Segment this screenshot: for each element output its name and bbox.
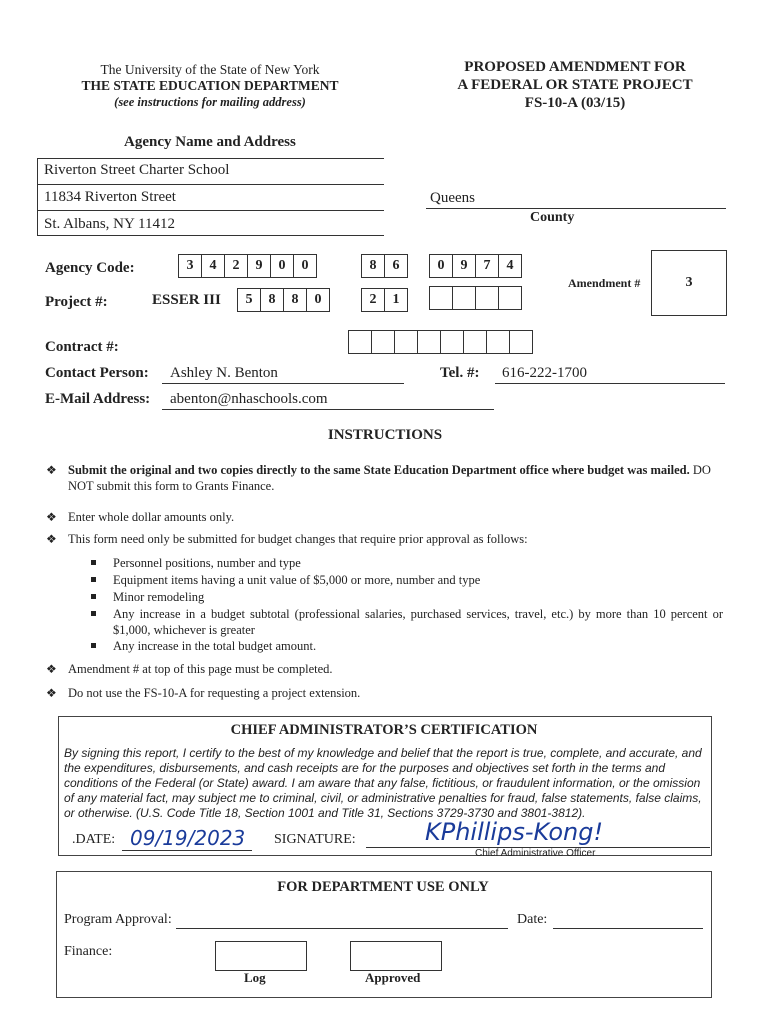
square-bullet-icon [91, 643, 96, 648]
email-underline [162, 409, 494, 410]
sub-item-2 [113, 572, 723, 588]
log-label: Log [244, 970, 266, 985]
instruction-2-text: Enter whole dollar amounts only. [68, 510, 235, 524]
instruction-4-text: Amendment # at top of this page must be completed. [68, 662, 333, 676]
square-bullet-icon [91, 560, 96, 565]
sub-item-4-text: Any increase in a budget subtotal (professional salaries, purchased services, travel, etc.) by more than 10 percent or $1,000, whichever is greater [113, 607, 723, 637]
signature-label: SIGNATURE: [274, 832, 356, 847]
instruction-5-text: Do not use the FS-10-A for requesting a project extension. [68, 686, 361, 700]
digit-box[interactable]: 0 [314, 292, 322, 307]
dept-date-field[interactable] [553, 928, 703, 929]
digit-box[interactable] [510, 331, 532, 353]
certification-title: CHIEF ADMINISTRATOR’S CERTIFICATION [230, 722, 538, 738]
digit-box[interactable]: 6 [392, 258, 400, 273]
signer-title: Chief Administrative Officer [475, 848, 596, 859]
sub-item-5-text: Any increase in the total budget amount. [113, 639, 317, 653]
university-name: The University of the State of New York [100, 62, 320, 77]
dept-date-label: Date: [517, 912, 548, 927]
form-id: FS-10-A (03/15) [524, 95, 626, 111]
tel-underline [495, 383, 725, 384]
contact-person-underline [162, 383, 404, 384]
amendment-number-field[interactable]: 3 [651, 250, 727, 316]
digit-box[interactable] [418, 331, 441, 353]
project-part-1 [237, 288, 330, 312]
date-field[interactable]: 09/19/2023 [130, 826, 246, 850]
finance-label: Finance: [64, 944, 113, 959]
agency-code-label: Agency Code: [45, 260, 135, 276]
project-prefix: ESSER III [152, 292, 221, 308]
contact-person-field[interactable]: Ashley N. Benton [170, 365, 278, 381]
instructions-title: INSTRUCTIONS [327, 427, 443, 443]
instruction-1 [46, 462, 728, 494]
digit-box[interactable]: 4 [506, 258, 514, 273]
divider [38, 235, 384, 236]
agency-code-part-1 [178, 254, 317, 278]
agency-section-label: Agency Name and Address [124, 134, 296, 150]
certification-text: By signing this report, I certify to the best of my knowledge and belief that the report is true, complete, and accurate, and the expenditures, disbursements, and cash receipts are for the purposes and objectives set forth in the terms and conditions of the Federal (or State) award. I am aware that any false, fictitious, or fraudulent information, or the omission of any material fact, may subject me to criminal, civil, or administrative penalties for fraud, false statements, false claims, or otherwise. (U.S. Code Title 18, Section 1001 and Title 31, Sections 3729-3730 and 3801-3812). [64, 746, 702, 820]
digit-box[interactable]: 0 [430, 255, 453, 277]
sub-item-4 [113, 606, 723, 638]
project-label: Project #: [45, 294, 108, 310]
diamond-bullet-icon: ❖ [46, 463, 57, 477]
digit-box[interactable] [499, 287, 521, 309]
form-title-line-1: PROPOSED AMENDMENT FOR [464, 59, 686, 75]
digit-box[interactable] [487, 331, 510, 353]
divider [38, 184, 384, 185]
diamond-bullet-icon: ❖ [46, 532, 57, 546]
instruction-4 [46, 661, 728, 677]
agency-code-part-2 [361, 254, 408, 278]
log-box[interactable] [215, 941, 307, 971]
program-approval-field[interactable] [176, 928, 508, 929]
agency-name-field[interactable]: Riverton Street Charter School [44, 162, 230, 178]
digit-box[interactable]: 3 [179, 255, 202, 277]
department-name: THE STATE EDUCATION DEPARTMENT [81, 78, 339, 93]
digit-box[interactable] [395, 331, 418, 353]
digit-box[interactable] [441, 331, 464, 353]
sub-item-1-text: Personnel positions, number and type [113, 556, 301, 570]
digit-box[interactable]: 9 [248, 255, 271, 277]
instruction-1-note: DO NOT submit this form to Grants Finance. [68, 463, 711, 493]
program-approval-label: Program Approval: [64, 912, 172, 927]
diamond-bullet-icon: ❖ [46, 662, 57, 676]
instruction-3 [46, 531, 728, 547]
agency-city-field[interactable]: St. Albans, NY 11412 [44, 216, 175, 232]
email-field[interactable]: abenton@nhaschools.com [170, 391, 328, 407]
square-bullet-icon [91, 594, 96, 599]
agency-address-box [37, 158, 384, 236]
divider [38, 158, 384, 159]
sub-item-5 [113, 638, 723, 654]
issuer-block [40, 62, 380, 110]
digit-box[interactable]: 5 [238, 289, 261, 311]
instruction-5 [46, 685, 728, 701]
agency-code-part-3 [429, 254, 522, 278]
sub-item-3-text: Minor remodeling [113, 590, 205, 604]
email-label: E-Mail Address: [45, 391, 151, 407]
digit-box[interactable]: 8 [362, 255, 385, 277]
county-label: County [530, 210, 575, 225]
digit-box[interactable] [430, 287, 453, 309]
digit-box[interactable]: 9 [453, 255, 476, 277]
digit-box[interactable]: 7 [476, 255, 499, 277]
digit-box[interactable]: 8 [261, 289, 284, 311]
instruction-2 [46, 509, 728, 525]
diamond-bullet-icon: ❖ [46, 686, 57, 700]
sub-item-1 [113, 555, 723, 571]
digit-box[interactable] [453, 287, 476, 309]
square-bullet-icon [91, 611, 96, 616]
digit-box[interactable]: 0 [301, 258, 309, 273]
digit-box[interactable]: 4 [202, 255, 225, 277]
county-field[interactable]: Queens [430, 190, 475, 206]
department-use-title: FOR DEPARTMENT USE ONLY [277, 879, 489, 895]
contract-number-boxes [348, 330, 533, 354]
contract-label: Contract #: [45, 339, 119, 355]
digit-box[interactable] [372, 331, 395, 353]
project-part-2 [361, 288, 408, 312]
contact-person-label: Contact Person: [45, 365, 149, 381]
digit-box[interactable] [476, 287, 499, 309]
mailing-note: (see instructions for mailing address) [114, 95, 306, 109]
digit-box[interactable]: 1 [392, 292, 400, 307]
instruction-1-text: Submit the original and two copies directly to the same State Education Department office where budget was mailed. [68, 463, 690, 477]
signature-field[interactable]: KPhillips-Kong! [425, 818, 604, 846]
divider [38, 210, 384, 211]
square-bullet-icon [91, 577, 96, 582]
approved-box[interactable] [350, 941, 442, 971]
digit-box[interactable]: 0 [271, 255, 294, 277]
digit-box[interactable]: 2 [225, 255, 248, 277]
date-label: .DATE: [72, 832, 116, 847]
date-underline [122, 850, 252, 851]
digit-box[interactable]: 8 [284, 289, 307, 311]
tel-field[interactable]: 616-222-1700 [502, 365, 587, 381]
form-title-block [420, 58, 730, 112]
project-part-3 [429, 286, 522, 310]
approved-label: Approved [365, 970, 421, 985]
county-underline [426, 208, 726, 209]
agency-street-field[interactable]: 11834 Riverton Street [44, 189, 176, 205]
sub-item-3 [113, 589, 723, 605]
diamond-bullet-icon: ❖ [46, 510, 57, 524]
digit-box[interactable] [464, 331, 487, 353]
form-title-line-2: A FEDERAL OR STATE PROJECT [457, 77, 693, 93]
tel-label: Tel. #: [440, 365, 480, 381]
sub-item-2-text: Equipment items having a unit value of $5,000 or more, number and type [113, 573, 481, 587]
instruction-3-text: This form need only be submitted for budget changes that require prior approval as follows: [68, 532, 528, 546]
digit-box[interactable]: 2 [362, 289, 385, 311]
digit-box[interactable] [349, 331, 372, 353]
amendment-label: Amendment # [568, 276, 641, 290]
